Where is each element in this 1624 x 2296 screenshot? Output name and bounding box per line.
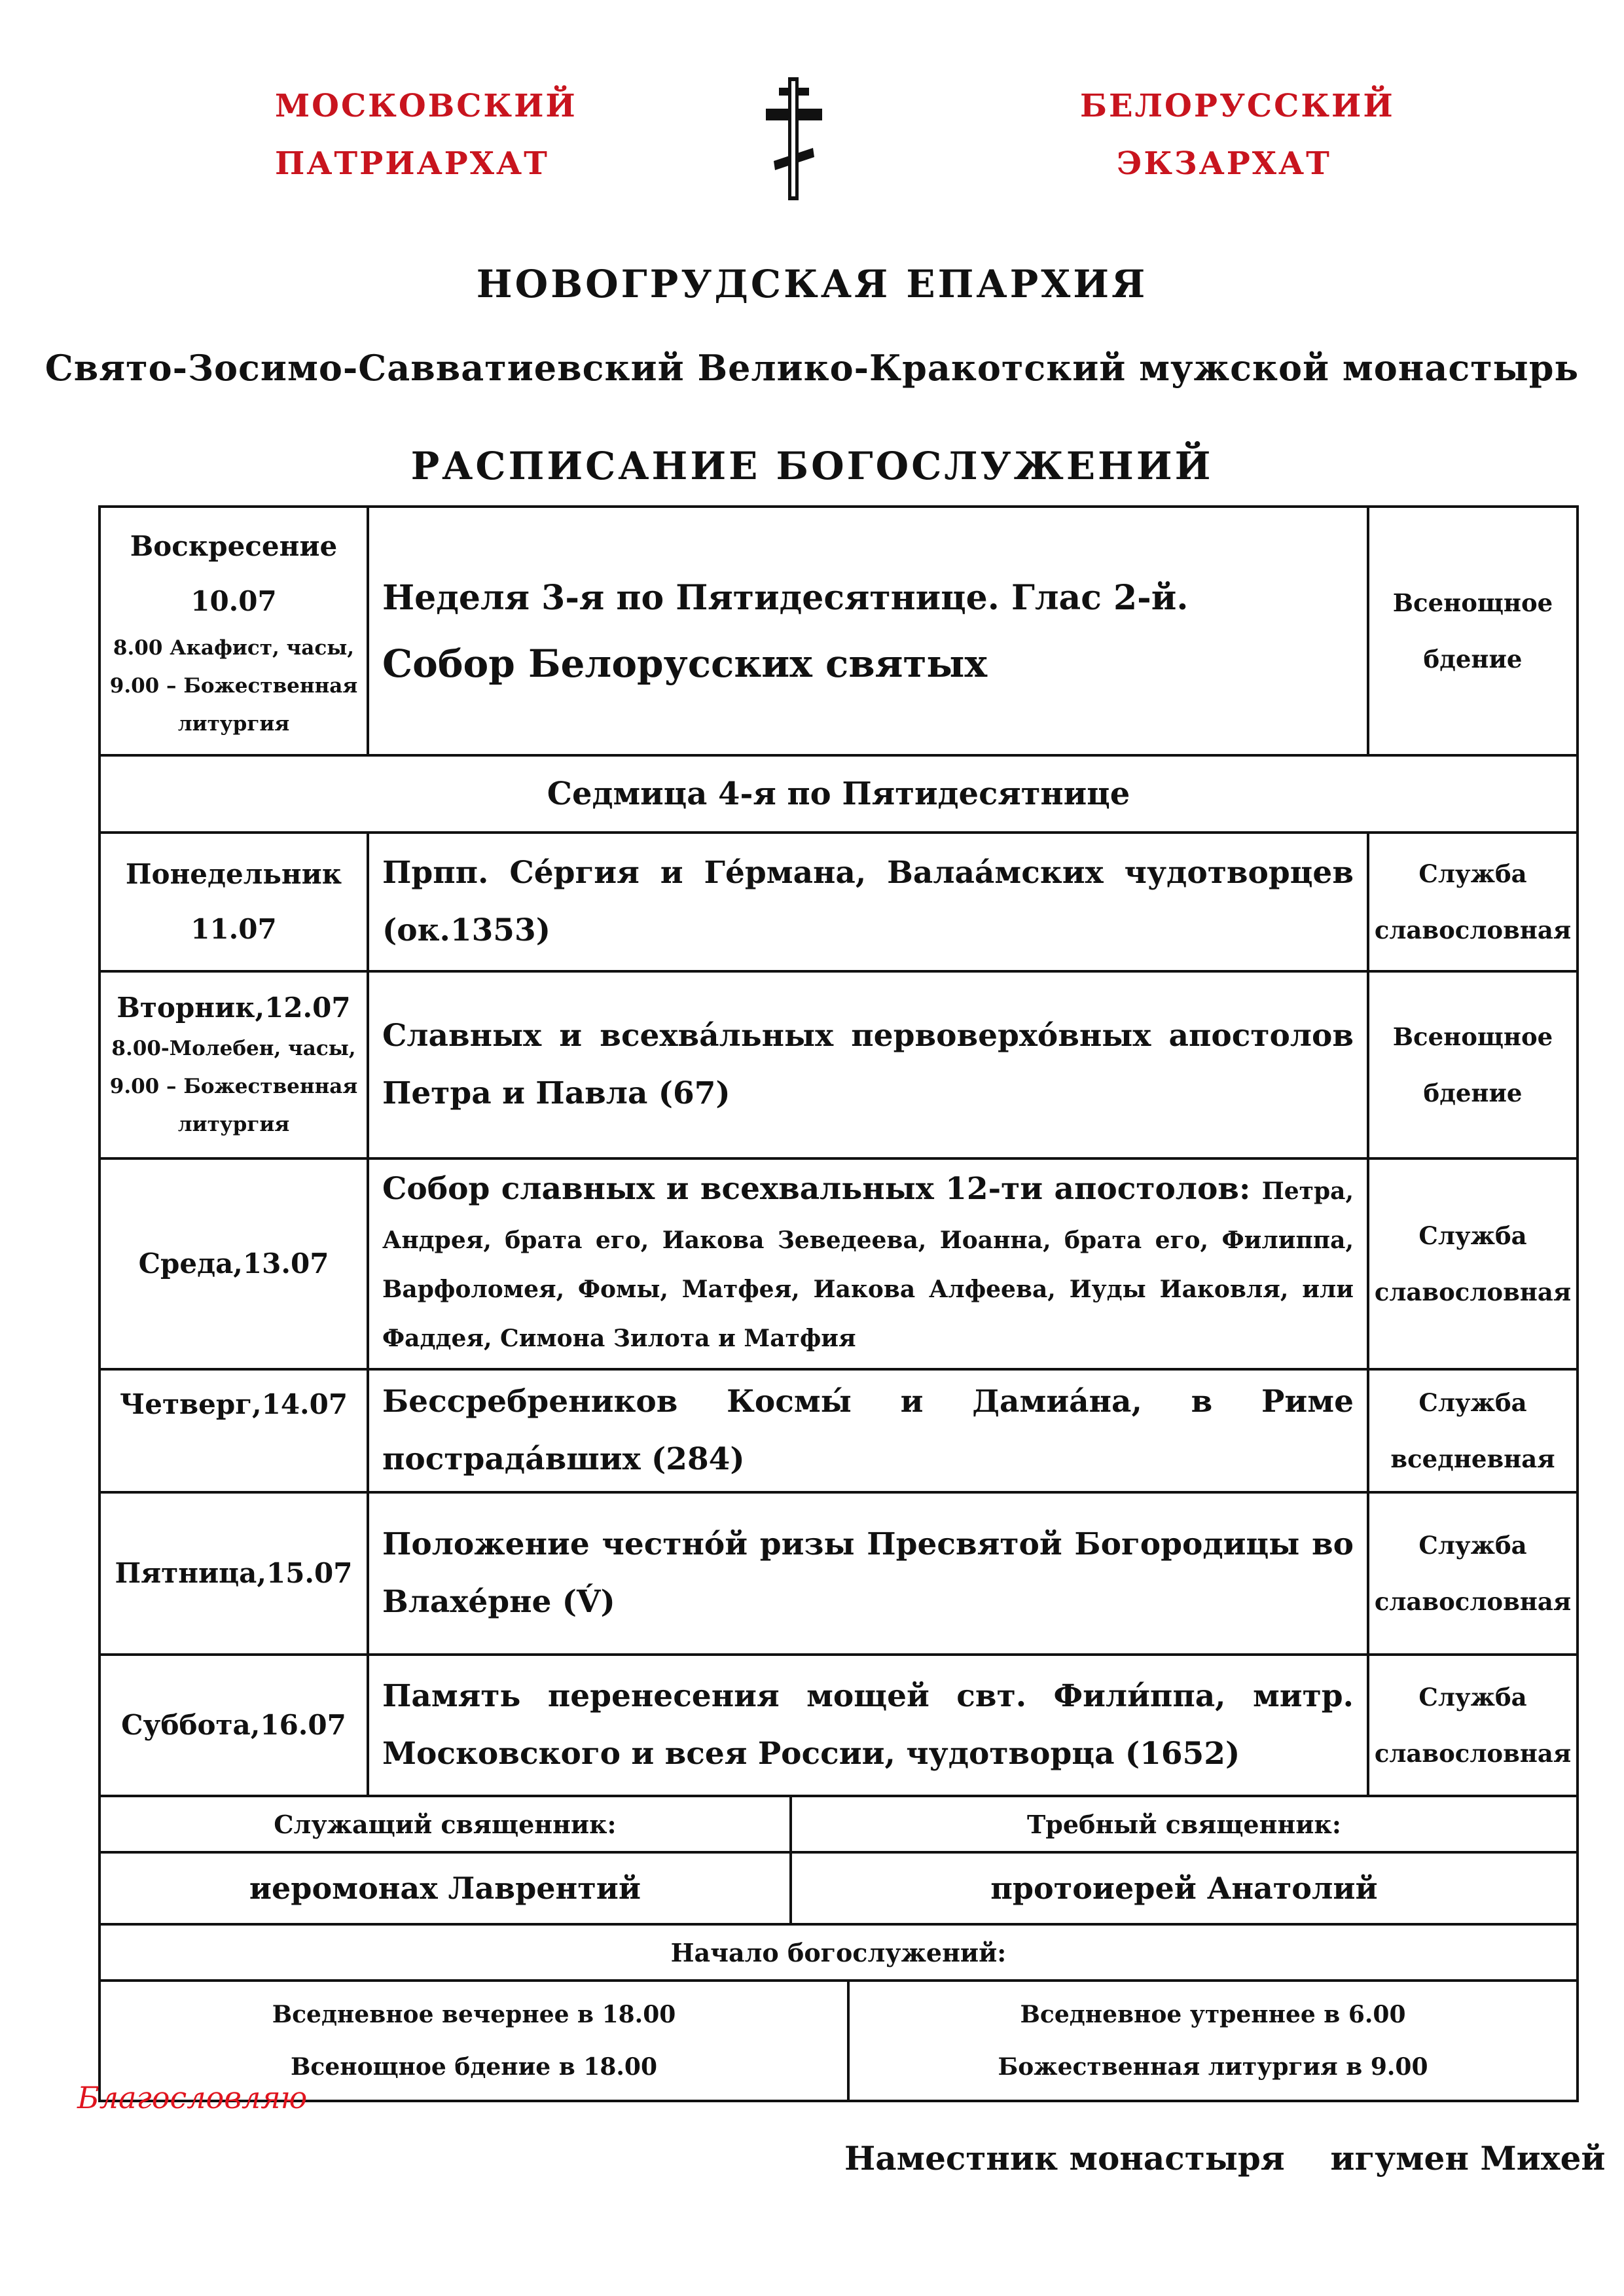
wednesday-feast-small: Петра, Андрея, брата его, Иакова Зеведеева, Иоанна, брата его, Филиппа, Варфоломея, Фомы, Матфея, Иакова Алфеева, Иуды Иаковля, или Фаддея, Симона Зилота и Матфия [382,1177,1354,1352]
week-title: Седмица 4-я по Пятидесятнице [99,755,1578,833]
header-left-line2: ПАТРИАРХАТ [275,145,549,182]
monday-day-cell [99,833,368,971]
monday-date: 11.07 [190,913,277,945]
friday-day: Пятница,15.07 [99,1492,368,1655]
tuesday-service-line1: Всенощное [1392,1022,1553,1051]
tuesday-day: Вторник,12.07 [117,992,351,1024]
eparchy-title: НОВОГРУДСКАЯ ЕПАРХИЯ [476,262,1148,306]
table-row-week-title [99,755,1578,833]
monday-feast: Прпп. Се́ргия и Ге́рмана, Валаа́мских чудотворцев (ок.1353) [368,833,1368,971]
thursday-feast: Бессребреников Космы́ и Дамиа́на, в Риме пострада́вших (284) [368,1369,1368,1492]
blessing-text: Благословляю [77,2080,308,2115]
table-row-clergy-labels [99,1796,1578,1924]
start-times-label: Начало богослужений: [99,1924,1578,1981]
header-right-line2: ЭКЗАРХАТ [1117,145,1331,182]
sunday-note3: литургия [177,712,290,736]
monday-service-line2: славословная [1374,916,1572,944]
serving-priest-name: иеромонах Лаврентий [101,1852,791,1923]
tuesday-service-cell [1368,971,1578,1158]
table-row-start-label [99,1924,1578,1981]
treby-priest-label: Требный священник: [791,1797,1576,1852]
tuesday-service-line2: бдение [1423,1079,1523,1107]
wednesday-day: Среда,13.07 [99,1158,368,1369]
start-times-right [848,1982,1576,2100]
tuesday-day-cell [99,971,368,1158]
tuesday-feast: Славных и всехва́льных первоверхо́вных апостолов Петра и Павла (67) [368,971,1368,1158]
clergy-block [99,1796,1578,1924]
table-row-wednesday [99,1158,1578,1369]
sunday-feast-line2: Собор Белорусских святых [382,641,988,686]
schedule-table [98,505,1579,2102]
friday-feast: Положение честно́й ризы Пресвятой Богородицы во Влахе́рне (V́) [368,1492,1368,1655]
friday-service-cell [1368,1492,1578,1655]
thursday-service-line1: Служба [1418,1388,1527,1417]
monastery-title: Свято-Зосимо-Савватиевский Велико-Кракотский мужской монастырь [45,347,1579,389]
sunday-day-cell [99,507,368,755]
wednesday-feast-main: Собор славных и всехвальных 12-ти апостолов: [382,1171,1251,1207]
table-row-monday [99,833,1578,971]
saturday-feast: Память перенесения мощей свт. Фили́ппа, митр. Московского и всея России, чудотворца (1652) [368,1655,1368,1796]
sunday-service-line1: Всенощное [1392,588,1553,617]
monday-day: Понедельник [125,858,342,890]
header-right-line1: БЕЛОРУССКИЙ [1080,88,1395,124]
thursday-day: Четверг,14.07 [99,1369,368,1492]
header-left-line1: МОСКОВСКИЙ [275,88,577,124]
friday-service-line1: Служба [1418,1531,1527,1560]
table-row-start-times [99,1981,1578,2101]
saturday-service-line1: Служба [1418,1683,1527,1712]
tuesday-note3: литургия [177,1113,290,1136]
saturday-service-line2: славословная [1374,1739,1572,1768]
table-row-tuesday [99,971,1578,1158]
serving-priest-label: Служащий священник: [101,1797,791,1852]
treby-priest-name: протоиерей Анатолий [990,1871,1378,1906]
friday-service-line2: славословная [1374,1587,1572,1616]
sunday-note2: 9.00 – Божественная [109,674,358,698]
thursday-service-line2: вседневная [1390,1444,1555,1473]
saturday-day: Суббота,16.07 [99,1655,368,1796]
header-right [1080,77,1395,192]
header-left [275,77,577,192]
table-row-saturday [99,1655,1578,1796]
wednesday-feast-cell [368,1158,1368,1369]
thursday-service-cell [1368,1369,1578,1492]
sunday-day: Воскресение [130,530,338,562]
start-time-matins: Вседневное утреннее в 6.00 [1020,2001,1406,2028]
sunday-feast-cell [368,507,1368,755]
tuesday-note2: 9.00 – Божественная [109,1075,358,1098]
sunday-service-cell [1368,507,1578,755]
monday-service-line1: Служба [1418,859,1527,888]
sunday-service-line2: бдение [1423,645,1523,673]
orthodox-cross-icon [765,77,823,200]
start-time-vespers: Вседневное вечернее в 18.00 [272,2001,676,2028]
wednesday-service-line2: славословная [1374,1278,1572,1306]
sunday-note1: 8.00 Акафист, часы, [113,636,355,660]
start-times-block [99,1981,1578,2101]
table-row-friday [99,1492,1578,1655]
saturday-service-cell [1368,1655,1578,1796]
sunday-date: 10.07 [190,585,277,617]
wednesday-service-line1: Служба [1418,1221,1527,1250]
wednesday-service-cell [1368,1158,1578,1369]
monday-service-cell [1368,833,1578,971]
start-time-vigil: Всенощное бдение в 18.00 [290,2053,658,2081]
table-row-thursday [99,1369,1578,1492]
tuesday-note1: 8.00-Молебен, часы, [111,1037,356,1060]
table-row-sunday [99,507,1578,755]
sunday-feast-line1: Неделя 3-я по Пятидесятнице. Глас 2-й. [382,578,1189,618]
start-time-liturgy: Божественная литургия в 9.00 [998,2053,1428,2081]
schedule-title: РАСПИСАНИЕ БОГОСЛУЖЕНИЙ [410,444,1214,488]
abbot-signature: Наместник монастыря игумен Михей [844,2139,1606,2178]
